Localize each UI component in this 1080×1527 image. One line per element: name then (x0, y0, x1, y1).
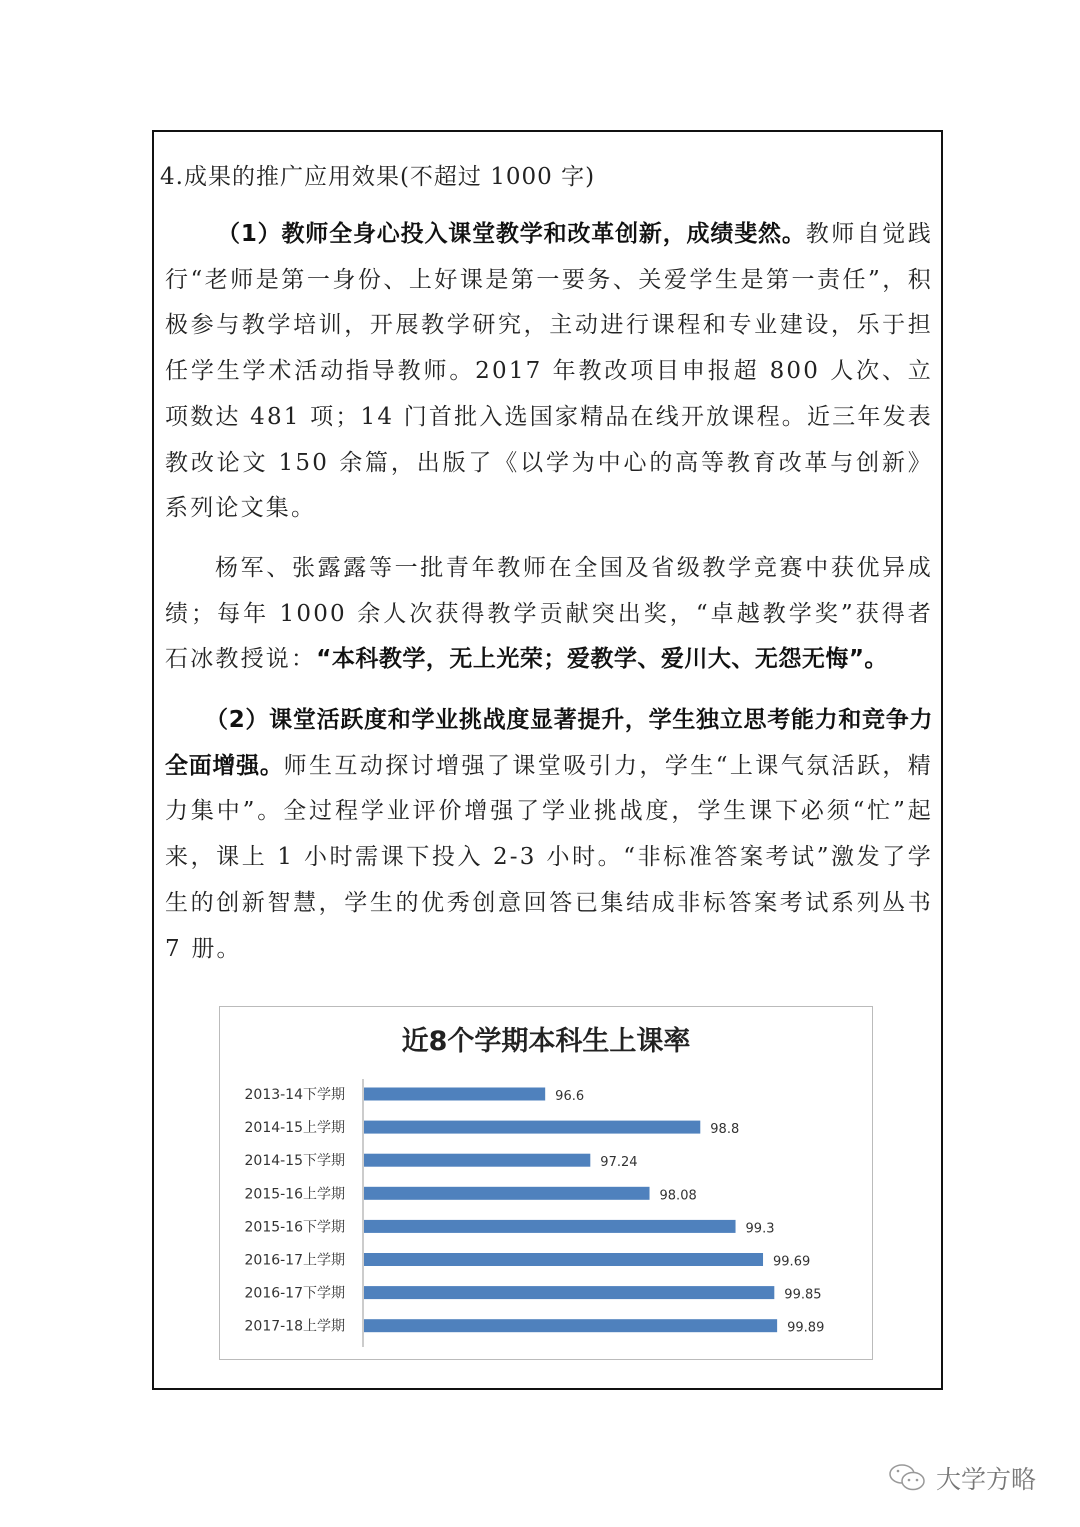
paragraph-3-lead: （2）课堂活跃度和学业挑战度显著提升，学生独立思考能力和竞争力全面增强。 (165, 707, 933, 779)
bar (364, 1187, 650, 1200)
wechat-icon (888, 1462, 928, 1494)
category-label: 2014-15下学期 (244, 1153, 345, 1170)
value-label: 98.08 (659, 1188, 697, 1204)
value-label: 99.89 (787, 1320, 825, 1336)
value-label: 98.8 (710, 1122, 740, 1138)
bar (364, 1154, 590, 1167)
value-label: 99.85 (784, 1287, 822, 1303)
chart-title: 近8个学期本科生上课率 (401, 1026, 691, 1057)
bar (364, 1319, 777, 1332)
paragraph-1-lead: （1）教师全身心投入课堂教学和改革创新，成绩斐然。 (217, 221, 806, 247)
paragraph-1 (165, 212, 933, 532)
paragraph-3 (165, 698, 933, 972)
chart-plot (220, 1007, 874, 1361)
paragraph-1-body: 教师自觉践行“老师是第一身份、上好课是第一要务、关爱学生是第一责任”，积极参与教学培训，开展教学研究，主动进行课程和专业建设，乐于担任学生学术活动指导教师。2017 年教改项目申报超 800 人次、立项数达 481 项；14 门首批入选国家精品在线开放课程。近三年发表教改论文 150 余篇，出版了《以学为中心的高等教育改革与创新》系列论文集。 (165, 221, 933, 522)
paragraph-2-quote: “本科教学，无上光荣；爱教学、爱川大、无怨无悔”。 (316, 646, 888, 673)
attendance-chart (219, 1006, 873, 1360)
category-label: 2015-16下学期 (244, 1219, 345, 1236)
category-label: 2014-15上学期 (244, 1120, 345, 1137)
watermark (888, 1460, 1036, 1496)
bar (364, 1253, 763, 1266)
category-label: 2016-17上学期 (244, 1252, 345, 1269)
paragraph-2-body: 杨军、张露露等一批青年教师在全国及省级教学竞赛中获优异成绩；每年 1000 余人次获得教学贡献突出奖，“卓越教学奖”获得者石冰教授说： (165, 555, 933, 673)
value-label: 99.3 (745, 1221, 775, 1237)
value-label: 97.24 (600, 1155, 638, 1171)
bar (364, 1121, 700, 1134)
bar (364, 1088, 545, 1101)
category-label: 2015-16上学期 (244, 1186, 345, 1203)
watermark-text: 大学方略 (936, 1465, 1037, 1494)
value-label: 96.6 (555, 1089, 585, 1104)
paragraph-2 (165, 546, 933, 683)
section-heading: 4.成果的推广应用效果(不超过 1000 字) (160, 164, 596, 190)
bar (364, 1220, 736, 1233)
value-label: 99.69 (773, 1254, 811, 1270)
category-label: 2016-17下学期 (244, 1285, 345, 1302)
category-label: 2017-18上学期 (244, 1318, 345, 1335)
category-label: 2013-14下学期 (244, 1087, 345, 1103)
bar (364, 1286, 774, 1299)
paragraph-3-body: 师生互动探讨增强了课堂吸引力，学生“上课气氛活跃，精力集中”。全过程学业评价增强了学业挑战度，学生课下必须“忙”起来，课上 1 小时需课下投入 2-3 小时。“非标准答案考试”激发了学生的创新智慧，学生的优秀创意回答已集结成非标答案考试系列丛书 7 册。 (165, 752, 933, 962)
